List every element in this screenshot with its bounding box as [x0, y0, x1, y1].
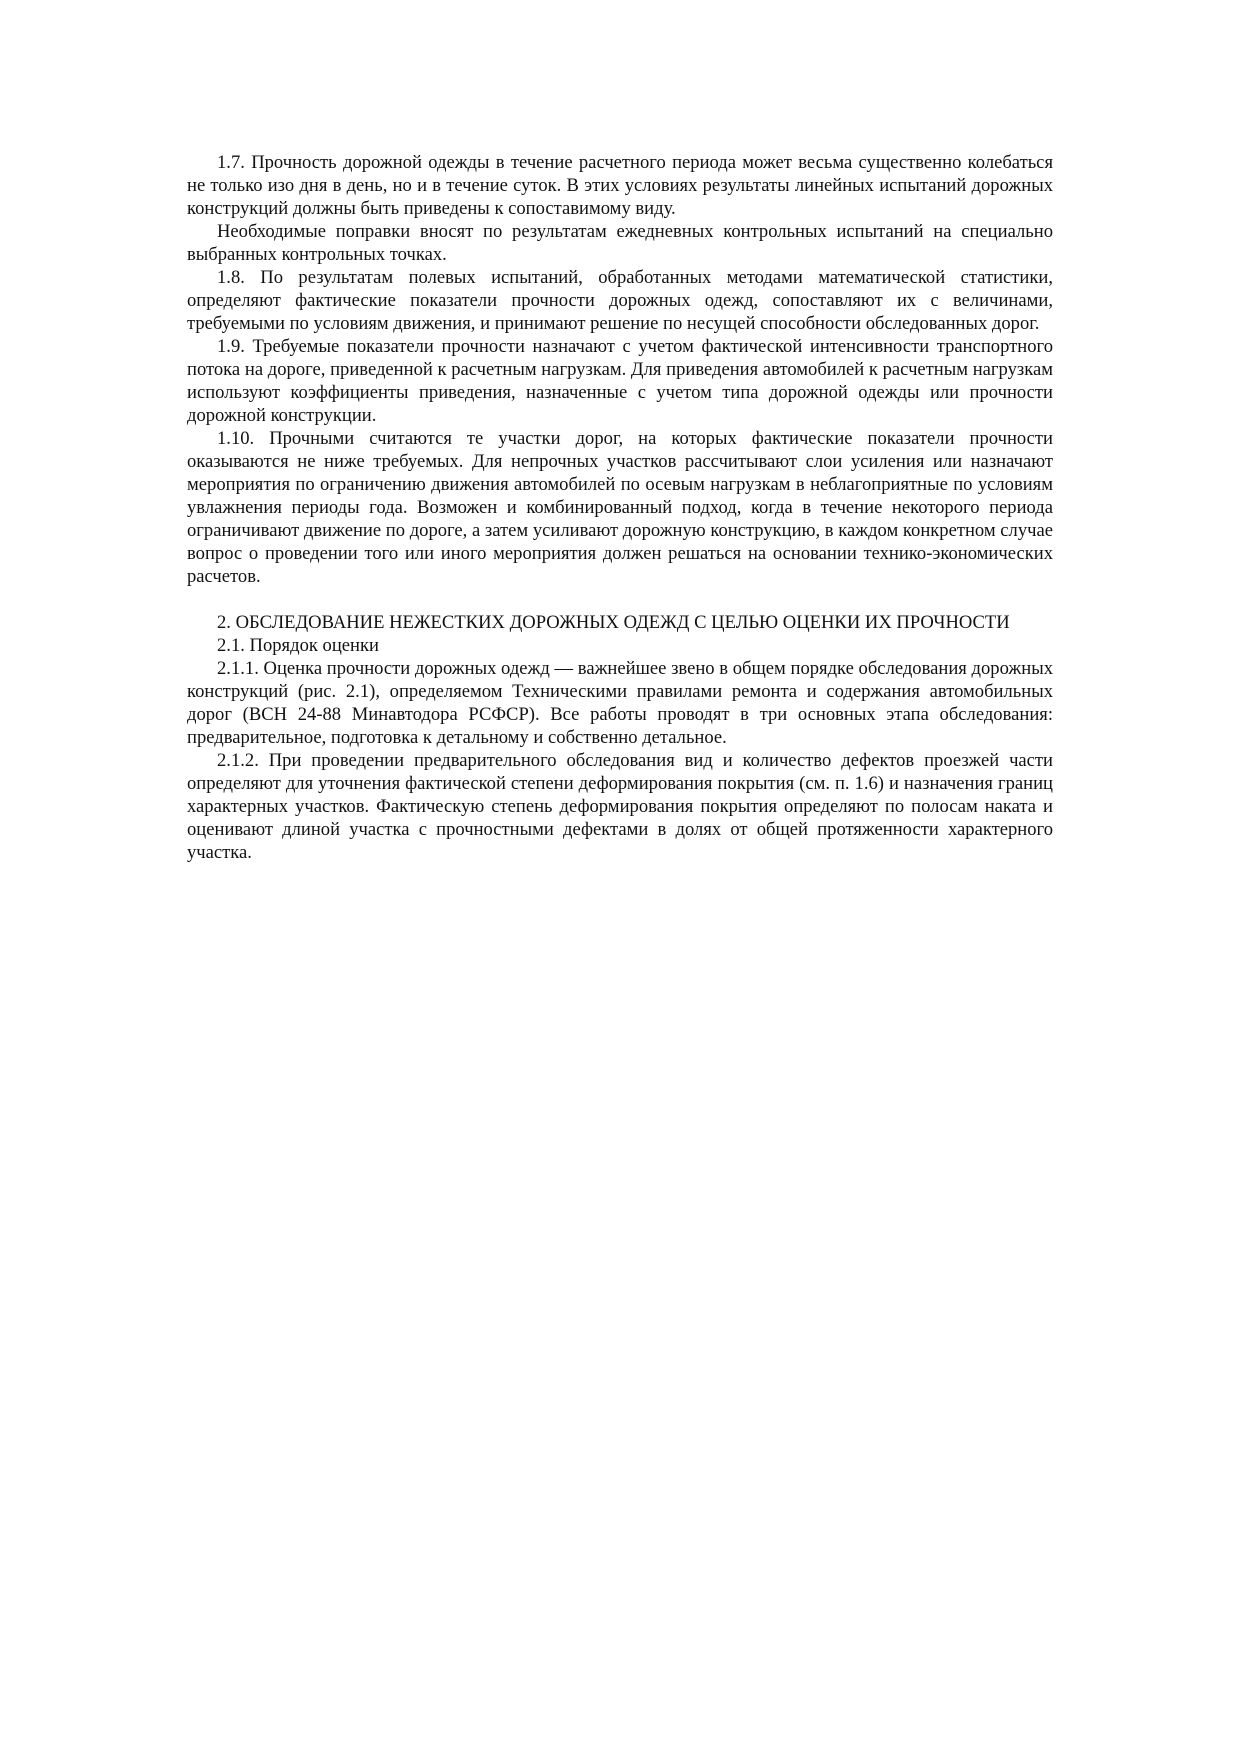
- paragraph-2-1-1: 2.1.1. Оценка прочности дорожных одежд — важнейшее звено в общем порядке обследования дорожных конструкций (рис. 2.1), определяемом Техническими правилами ремонта и содержания автомобильных дорог (ВСН 24-88 Минавтодора РСФСР). Все работы проводят в три основных этапа обследования: предварительное, подготовка к детальному и собственно детальное.: [187, 658, 1053, 748]
- subsection-heading: 2.1. Порядок оценки: [217, 635, 379, 656]
- paragraph-1-7-continuation: Необходимые поправки вносят по результатам ежедневных контрольных испытаний на специально выбранных контрольных точках.: [187, 221, 1053, 265]
- paragraph-1-9: 1.9. Требуемые показатели прочности назначают с учетом фактической интенсивности транспортного потока на дороге, приведенной к расчетным нагрузкам. Для приведения автомобилей к расчетным нагрузкам используют коэффициенты приведения, назначенные с учетом типа дорожной одежды или прочности дорожной конструкции.: [187, 336, 1053, 426]
- paragraph-1-8: 1.8. По результатам полевых испытаний, обработанных методами математической статистики, определяют фактические показатели прочности дорожных одежд, сопоставляют их с величинами, требуемыми по условиям движения, и принимают решение по несущей способности обследованных дорог.: [187, 267, 1053, 334]
- paragraph-1-7: 1.7. Прочность дорожной одежды в течение расчетного периода может весьма существенно колебаться не только изо дня в день, но и в течение суток. В этих условиях результаты линейных испытаний дорожных конструкций должны быть приведены к сопоставимому виду.: [187, 152, 1053, 219]
- document-page: [187, 151, 1053, 864]
- section-heading: 2. ОБСЛЕДОВАНИЕ НЕЖЕСТКИХ ДОРОЖНЫХ ОДЕЖД С ЦЕЛЬЮ ОЦЕНКИ ИХ ПРОЧНОСТИ: [217, 612, 1010, 633]
- paragraph-1-10: 1.10. Прочными считаются те участки дорог, на которых фактические показатели прочности оказываются не ниже требуемых. Для непрочных участков рассчитывают слои усиления или назначают мероприятия по ограничению движения автомобилей по осевым нагрузкам в неблагоприятные по условиям увлажнения периоды года. Возможен и комбинированный подход, когда в течение некоторого периода ограничивают движение по дороге, а затем усиливают дорожную конструкцию, в каждом конкретном случае вопрос о проведении того или иного мероприятия должен решаться на основании технико-экономических расчетов.: [187, 428, 1053, 587]
- paragraph-2-1-2: 2.1.2. При проведении предварительного обследования вид и количество дефектов проезжей части определяют для уточнения фактической степени деформирования покрытия (см. п. 1.6) и назначения границ характерных участков. Фактическую степень деформирования покрытия определяют по полосам наката и оценивают длиной участка с прочностными дефектами в долях от общей протяженности характерного участка.: [187, 750, 1053, 863]
